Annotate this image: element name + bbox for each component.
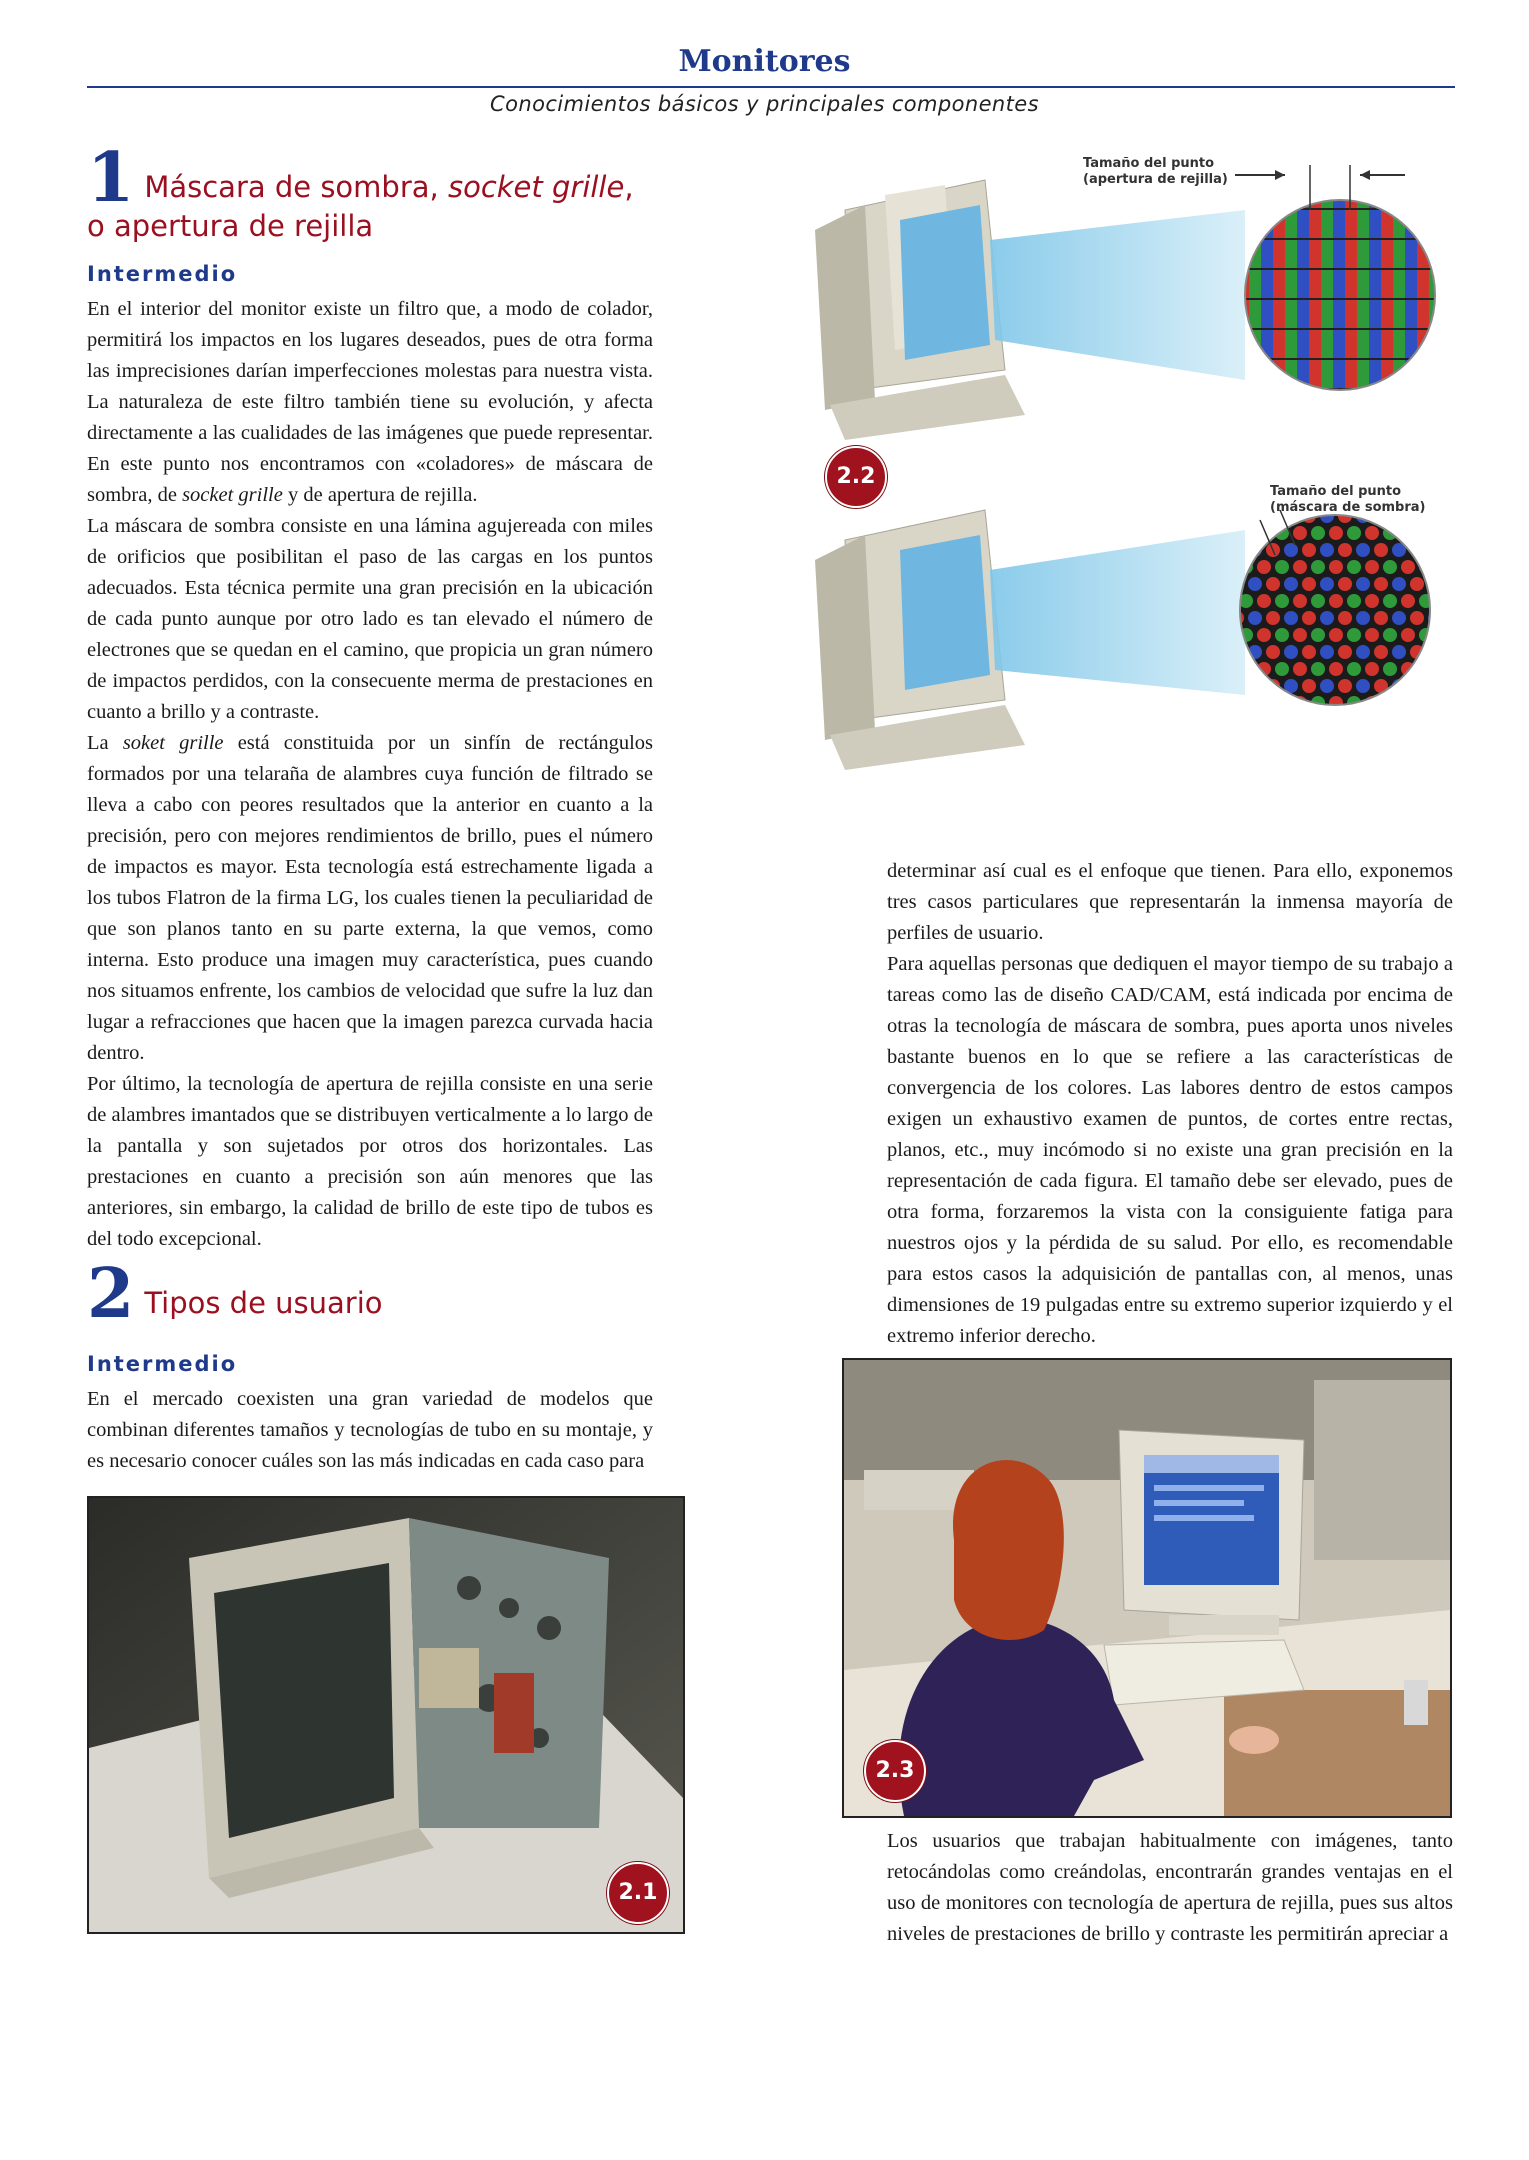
diagram-label-bottom — [1270, 484, 1425, 516]
section-2-level: Intermedio — [87, 1352, 238, 1376]
figure-2-1-photo — [87, 1496, 685, 1934]
right-column-body-1 — [887, 856, 1453, 1352]
section-1-paragraph-3 — [87, 728, 653, 1069]
figure-2-3-photo — [842, 1358, 1452, 1818]
s1p1-text-a: En el interior del monitor existe un filtro que, a modo de colador, permitirá los impactos en los lugares deseados, pues de otra forma las imprecisiones darían imperfecciones molestas para nuestra vista. La naturaleza de este filtro también tiene su evolución, y afecta directamente a las cualidades de las imágenes que puede representar. En este punto nos encontramos con «coladores» de máscara de sombra, de — [87, 298, 653, 506]
page-header-subtitle: Conocimientos básicos y principales componentes — [490, 92, 1039, 116]
section-2-paragraph-1: En el mercado coexisten una gran variedad de modelos que combinan diferentes tamaños y tecnologías de tubo en su montaje, y es necesario conocer cuáles son las más indicadas en cada caso para — [87, 1388, 653, 1472]
diagram-label-bottom-line2: (máscara de sombra) — [1270, 500, 1426, 515]
section-1-title-line2: o apertura de rejilla — [87, 209, 374, 243]
figure-2-2-badge: 2.2 — [825, 446, 887, 508]
section-1-body — [87, 294, 653, 1255]
section-1-paragraph-1 — [87, 294, 653, 511]
section-2-number: 2 — [87, 1254, 135, 1334]
section-1-paragraph-4: Por último, la tecnología de apertura de rejilla consiste en una serie de alambres imantados que se distribuyen verticalmente a lo largo de la pantalla y son sujetados por otros dos horizontales. Las prestaciones en cuanto a precisión son aún menores que las anteriores, sin embargo, la calidad de brillo de este tipo de tubos es del todo excepcional. — [87, 1073, 653, 1250]
section-1-title-a: Máscara de sombra, — [144, 170, 448, 204]
s1p3-text-a: La — [87, 732, 123, 754]
right-paragraph-2: Para aquellas personas que dediquen el mayor tiempo de su trabajo a tareas como las de diseño CAD/CAM, está indicada por encima de otras la tecnología de máscara de sombra, pues aporta unos niveles bastante buenos en lo que se refiere a las características de convergencia de los colores. Las labores dentro de estos campos exigen un exhaustivo examen de puntos, de cortes entre rectas, planos, etc., muy incómodo si no existe una gran precisión en la representación de cada figura. El tamaño debe ser elevado, pues de otra forma, forzaremos la vista con la consiguiente fatiga para nuestros ojos y la pérdida de su salud. Por ello, es recomendable para estos casos la adquisición de pantallas con, al menos, unas dimensiones de 19 pulgadas entre su extremo superior izquierdo y el extremo inferior derecho. — [887, 953, 1453, 1347]
section-1-heading — [87, 138, 677, 244]
diagram-label-top-line1: Tamaño del punto — [1083, 156, 1215, 171]
page-header-title: Monitores — [678, 44, 851, 79]
diagram-label-top — [1083, 156, 1228, 188]
right-paragraph-1: determinar así cual es el enfoque que tienen. Para ello, exponemos tres casos particulares que representarán la inmensa mayoría de perfiles de usuario. — [887, 860, 1453, 944]
open-monitor-illustration — [89, 1498, 683, 1932]
diagram-label-top-line2: (apertura de rejilla) — [1083, 172, 1228, 187]
section-2-title: Tipos de usuario — [144, 1286, 383, 1320]
header-rule — [87, 86, 1455, 88]
section-1-paragraph-2: La máscara de sombra consiste en una lámina agujereada con miles de orificios que posibilitan el paso de las cargas en los puntos adecuados. Esta técnica permite una gran precisión en la ubicación de cada punto aunque por otro lado es tan elevado el número de electrones que se quedan en el camino, que propicia un gran número de impactos perdidos, con la consecuente merma de prestaciones en cuanto a brillo y a contraste. — [87, 515, 653, 723]
figure-2-1-badge: 2.1 — [607, 1862, 669, 1924]
section-1-title-italic: socket grille — [447, 170, 625, 204]
diagram-label-bottom-line1: Tamaño del punto — [1270, 484, 1402, 499]
s1p1-italic: socket grille — [182, 484, 283, 506]
section-2-body — [87, 1384, 653, 1477]
section-2-heading — [87, 1254, 677, 1334]
s1p3-text-b: está constituida por un sinfín de rectángulos formados por una telaraña de alambres cuya función de filtrado se lleva a cabo con peores resultados que la anterior en cuanto a la precisión, pero con mejores rendimientos de brillo, pues el número de impactos es mayor. Esta tecnología está estrechamente ligada a los tubos Flatron de la firma LG, los cuales tienen la peculiaridad de que son planos tanto en su parte externa, la que vemos, como interna. Esto produce una imagen muy característica, pues cuando nos situamos enfrente, los cambios de velocidad que sufre la luz dan lugar a refracciones que hacen que la imagen parezca curvada hacia dentro. — [87, 732, 653, 1064]
s1p3-italic: soket grille — [122, 732, 224, 754]
dot-pitch-diagram — [805, 150, 1465, 790]
section-1-level: Intermedio — [87, 262, 238, 286]
right-column-body-2 — [887, 1826, 1453, 1950]
section-1-number: 1 — [87, 138, 135, 218]
office-user-illustration — [844, 1360, 1450, 1816]
s1p1-text-b: y de apertura de rejilla. — [282, 484, 478, 506]
right-paragraph-3: Los usuarios que trabajan habitualmente con imágenes, tanto retocándolas como creándolas, encontrarán grandes ventajas en el uso de monitores con tecnología de apertura de rejilla, pues sus altos niveles de prestaciones de brillo y contraste les permitirán apreciar a — [887, 1830, 1453, 1945]
figure-2-3-badge: 2.3 — [864, 1740, 926, 1802]
section-1-title-b: , — [624, 170, 634, 204]
figure-2-2-diagram — [805, 150, 1465, 790]
